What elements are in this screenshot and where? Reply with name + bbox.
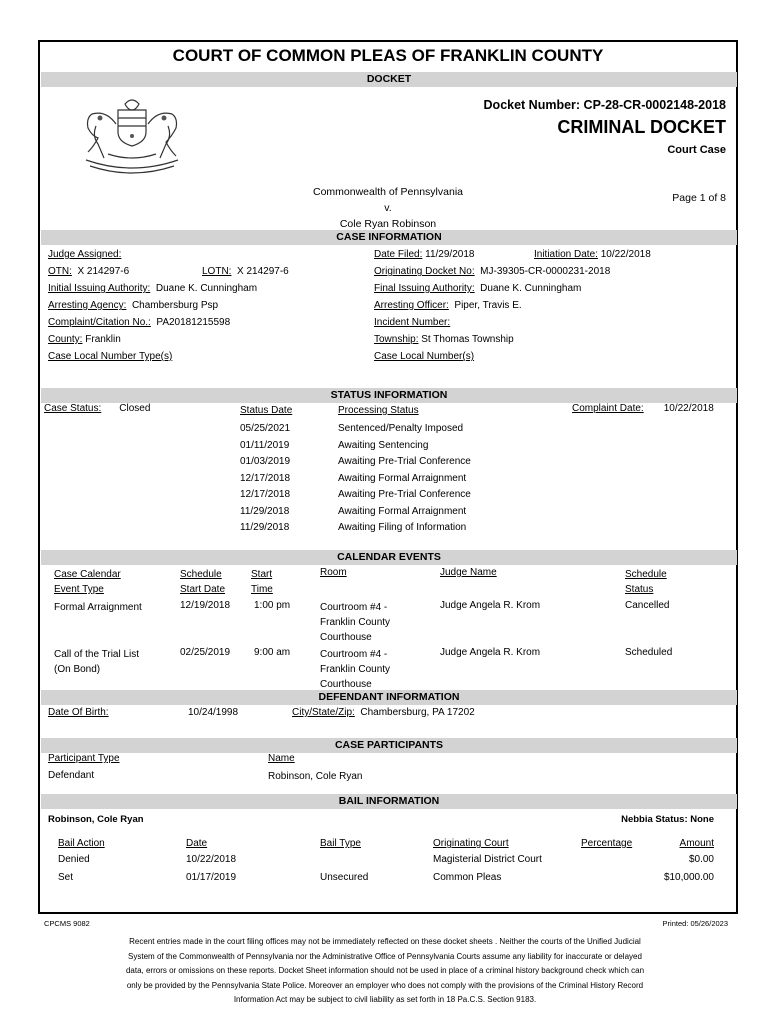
status-row-date: 12/17/2018 [240, 472, 291, 484]
header-line: Event Type [54, 584, 104, 595]
event-judge: Judge Angela R. Krom [440, 647, 541, 658]
room-line: Courthouse [320, 632, 372, 643]
event-type [54, 647, 139, 677]
participant-name-header: Name [268, 753, 295, 764]
processing-status-header: Processing Status [338, 405, 419, 416]
status-row-date: 11/29/2018 [240, 522, 290, 533]
caption-defendant: Cole Ryan Robinson [339, 218, 437, 230]
complaint-number [48, 317, 230, 328]
participant-name: Robinson, Cole Ryan [268, 771, 363, 782]
bail-amount: $10,000.00 [663, 872, 714, 883]
disclaimer-line: Recent entries made in the court filing offices may not be immediately reflected on these docket sheets . Neither the courts of the Unified Judicial [129, 937, 641, 946]
initial-authority [48, 283, 257, 294]
header-line: Status [625, 584, 654, 595]
docket-number: Docket Number: CP-28-CR-0002148-2018 [483, 98, 726, 112]
calendar-status-header [625, 567, 667, 597]
complaint-date-label: Complaint Date: [572, 403, 644, 414]
disclaimer-line: Information Act may be subject to civil liability as set forth in 18 Pa.C.S. Section 9183. [233, 995, 537, 1004]
originating-docket [374, 266, 610, 277]
calendar-start-date-header [180, 567, 225, 597]
event-type-line: Formal Arraignment [54, 602, 142, 613]
bail-type: Unsecured [320, 872, 369, 883]
printed-date: Printed: 05/26/2023 [662, 919, 728, 928]
calendar-events-bar [41, 550, 737, 565]
case-participants-title: CASE PARTICIPANTS [334, 739, 444, 751]
status-row-date: 01/03/2019 [240, 456, 291, 467]
bail-action-header: Bail Action [58, 838, 105, 849]
otn-value: X 214297-6 [77, 266, 130, 277]
bail-action: Set [58, 872, 74, 883]
bail-information-bar [41, 794, 737, 809]
event-type-line: Call of the Trial List [54, 649, 140, 660]
date-filed-label: Date Filed: [374, 249, 423, 260]
status-date-list [240, 421, 290, 537]
county [48, 334, 121, 345]
bail-date: 10/22/2018 [186, 854, 237, 865]
status-row-status: Awaiting Pre-Trial Conference [338, 489, 471, 500]
disclaimer-line: only be provided by the Pennsylvania State Police. Moreover an employer who does not comply with the provisions of the Criminal History Record [126, 980, 644, 990]
incident-number-label: Incident Number: [374, 317, 451, 328]
originating-court: Magisterial District Court [433, 854, 542, 865]
bail-action: Denied [58, 854, 90, 865]
bail-type-header: Bail Type [320, 838, 361, 849]
calendar-room-header: Room [320, 567, 347, 578]
header-line: Start Date [180, 584, 226, 595]
county-value: Franklin [85, 334, 121, 345]
docket-page [38, 40, 738, 914]
complaint-number-value: PA20181215598 [156, 317, 231, 328]
status-row-date: 11/29/2018 [240, 505, 290, 517]
initiation-date-value: 10/22/2018 [600, 249, 651, 260]
dob-label: Date Of Birth: [48, 707, 109, 718]
case-participants-bar [41, 738, 737, 753]
case-information-title: CASE INFORMATION [336, 231, 442, 243]
participant-type: Defendant [48, 770, 95, 781]
date-filed-value: 11/29/2018 [425, 249, 475, 260]
case-status [44, 403, 150, 414]
initiation-date-label: Initiation Date: [534, 249, 598, 260]
arresting-officer-value: Piper, Travis E. [454, 300, 522, 311]
bail-date-header: Date [186, 838, 208, 849]
status-row-status: Awaiting Formal Arraignment [338, 505, 467, 517]
otn [48, 266, 129, 277]
status-row-status: Awaiting Pre-Trial Conference [338, 456, 471, 467]
status-row-date: 05/25/2021 [240, 423, 291, 434]
room-line: Franklin County [320, 664, 391, 675]
room-line: Courthouse [320, 679, 372, 690]
complaint-date-value: 10/22/2018 [663, 403, 714, 414]
percentage-header: Percentage [581, 838, 633, 849]
originating-docket-value: MJ-39305-CR-0000231-2018 [480, 266, 611, 277]
final-authority-label: Final Issuing Authority: [374, 283, 475, 294]
arresting-agency-value: Chambersburg Psp [131, 300, 219, 311]
status-information-bar [41, 388, 737, 403]
event-time: 1:00 pm [254, 600, 291, 611]
city-state-zip-value: Chambersburg, PA 17202 [360, 707, 475, 718]
header-line: Time [251, 584, 273, 595]
arresting-officer-label: Arresting Officer: [374, 300, 449, 311]
event-judge: Judge Angela R. Krom [440, 600, 541, 611]
city-state-zip [292, 707, 475, 718]
complaint-date [572, 403, 714, 414]
docket-bar [41, 72, 737, 87]
complaint-number-label: Complaint/Citation No.: [48, 317, 151, 328]
case-local-numbers-label: Case Local Number(s) [374, 351, 475, 362]
county-label: County: [48, 334, 83, 345]
case-status-value: Closed [119, 403, 151, 414]
otn-label: OTN: [48, 266, 72, 277]
header-line: Schedule [625, 569, 667, 580]
initial-authority-value: Duane K. Cunningham [155, 283, 258, 294]
calendar-judge-header: Judge Name [440, 567, 497, 578]
page-number: Page 1 of 8 [672, 192, 726, 204]
header-line: Schedule [180, 569, 222, 580]
defendant-information-bar [41, 690, 737, 705]
case-status-label: Case Status: [44, 403, 102, 414]
event-room [320, 647, 390, 692]
participant-type-header: Participant Type [48, 753, 120, 764]
originating-court-header: Originating Court [433, 838, 509, 849]
header-line: Start [251, 569, 273, 580]
township [374, 334, 514, 345]
amount-header: Amount [679, 838, 714, 849]
docket-bar-label: DOCKET [366, 73, 412, 85]
event-date: 02/25/2019 [180, 647, 231, 658]
dob-value: 10/24/1998 [188, 707, 239, 718]
event-room [320, 600, 390, 645]
case-information-bar [41, 230, 737, 245]
status-information-title: STATUS INFORMATION [330, 389, 448, 401]
judge-assigned-label: Judge Assigned: [48, 249, 122, 260]
status-row-status: Awaiting Sentencing [338, 439, 429, 451]
bail-information-title: BAIL INFORMATION [338, 795, 440, 807]
bail-date: 01/17/2019 [186, 872, 237, 883]
calendar-events-title: CALENDAR EVENTS [337, 551, 441, 563]
header-line: Case Calendar [54, 569, 121, 580]
originating-docket-label: Originating Docket No: [374, 266, 475, 277]
processing-status-list [338, 421, 471, 537]
city-state-zip-label: City/State/Zip: [292, 707, 355, 718]
status-row-status: Awaiting Filing of Information [338, 522, 467, 533]
lotn-label: LOTN: [202, 266, 232, 277]
event-date: 12/19/2018 [180, 600, 231, 611]
bail-defendant-name: Robinson, Cole Ryan [48, 814, 144, 825]
pennsylvania-seal-icon [78, 96, 186, 178]
lotn [202, 266, 289, 277]
docket-type: CRIMINAL DOCKET [557, 117, 726, 137]
lotn-value: X 214297-6 [237, 266, 289, 277]
event-type-line: (On Bond) [54, 664, 101, 675]
case-local-number-type-label: Case Local Number Type(s) [48, 351, 173, 362]
arresting-agency [48, 300, 218, 311]
court-case-label: Court Case [667, 144, 726, 156]
date-filed [374, 249, 474, 260]
disclaimer-line: data, errors or omissions on these reports. Docket Sheet information should not be used in place of a criminal history background check which can [125, 966, 645, 975]
event-time: 9:00 am [254, 647, 291, 658]
event-status: Scheduled [625, 647, 673, 658]
court-title: COURT OF COMMON PLEAS OF FRANKLIN COUNTY [172, 46, 604, 65]
defendant-information-title: DEFENDANT INFORMATION [318, 691, 460, 703]
initiation-date [534, 249, 651, 260]
calendar-event-type-header [54, 567, 121, 597]
status-row-date: 12/17/2018 [240, 489, 291, 500]
status-row-status: Awaiting Formal Arraignment [338, 472, 467, 484]
event-type [54, 600, 142, 615]
calendar-start-time-header [251, 567, 273, 597]
final-authority-value: Duane K. Cunningham [480, 283, 582, 294]
room-line: Franklin County [320, 617, 391, 628]
initial-authority-label: Initial Issuing Authority: [48, 283, 151, 294]
bail-amount: $0.00 [688, 854, 714, 865]
township-label: Township: [374, 334, 419, 345]
status-row-date: 01/11/2019 [240, 439, 290, 451]
status-date-header: Status Date [240, 405, 293, 416]
final-authority [374, 283, 581, 294]
case-caption [280, 184, 496, 232]
disclaimer [90, 935, 680, 1008]
disclaimer-line: System of the Commonwealth of Pennsylvania nor the Administrative Office of Pennsylvania Courts assume any liability for inaccurate or delayed [128, 951, 642, 961]
caption-plaintiff: Commonwealth of Pennsylvania [313, 186, 463, 198]
originating-court: Common Pleas [433, 872, 502, 883]
room-line: Courtroom #4 - [320, 602, 388, 613]
room-line: Courtroom #4 - [320, 649, 388, 660]
arresting-agency-label: Arresting Agency: [48, 300, 127, 311]
arresting-officer [374, 300, 522, 311]
township-value: St Thomas Township [421, 334, 514, 345]
event-status: Cancelled [625, 600, 670, 611]
caption-versus: v. [384, 202, 392, 214]
form-id: CPCMS 9082 [44, 919, 90, 928]
nebbia-status: Nebbia Status: None [621, 814, 714, 825]
status-row-status: Sentenced/Penalty Imposed [338, 423, 464, 434]
